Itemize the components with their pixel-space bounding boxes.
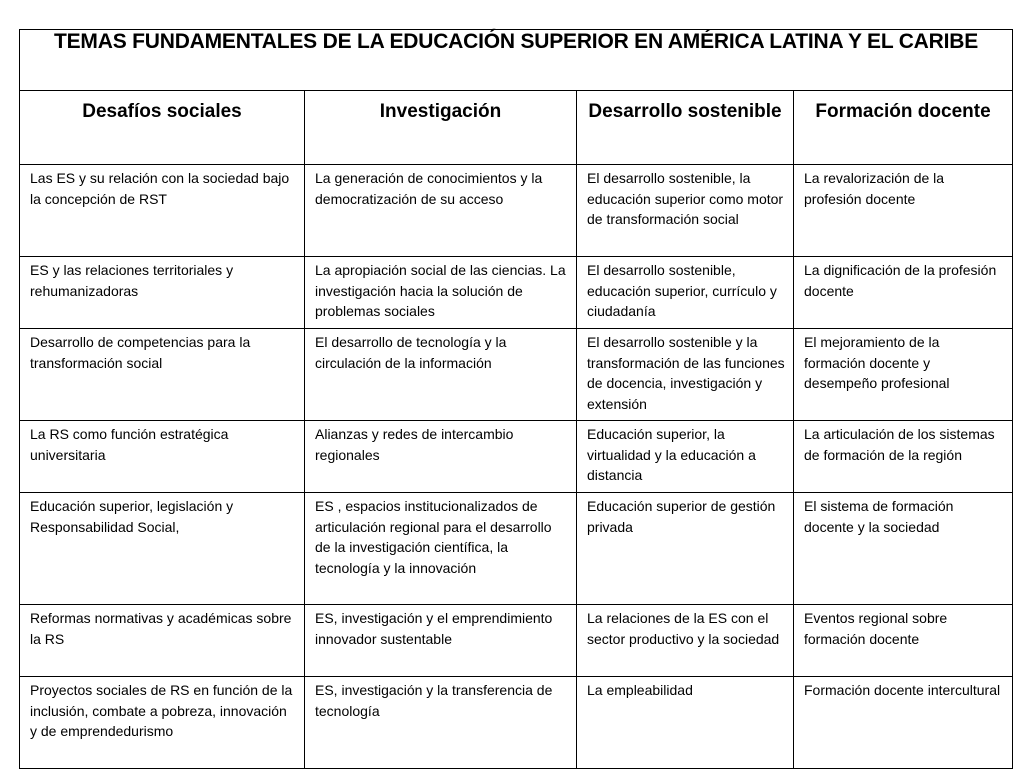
table-row [20,165,1013,257]
table-cell: El desarrollo sostenible y la transformación de las funciones de docencia, investigación y extensión [577,329,794,421]
table-cell: El desarrollo sostenible, la educación superior como motor de transformación social [577,165,794,257]
table-cell: ES , espacios institucionalizados de articulación regional para el desarrollo de la investigación científica, la tecnología y la innovación [305,493,577,605]
table-row [20,605,1013,677]
table-cell: La apropiación social de las ciencias. La investigación hacia la solución de problemas sociales [305,257,577,329]
table-cell: ES, investigación y el emprendimiento innovador sustentable [305,605,577,677]
table-cell: La empleabilidad [577,677,794,769]
table-cell: La revalorización de la profesión docente [794,165,1013,257]
table-row [20,421,1013,493]
table-row [20,257,1013,329]
title-row [20,30,1013,91]
header-row [20,91,1013,165]
table-cell: El desarrollo de tecnología y la circulación de la información [305,329,577,421]
table-cell: Proyectos sociales de RS en función de la inclusión, combate a pobreza, innovación y de emprendedurismo [20,677,305,769]
table-cell: ES, investigación y la transferencia de tecnología [305,677,577,769]
column-header-investigacion: Investigación [305,91,577,165]
table-cell: Las ES y su relación con la sociedad bajo la concepción de RST [20,165,305,257]
table-cell: Educación superior de gestión privada [577,493,794,605]
table-cell: La RS como función estratégica universitaria [20,421,305,493]
table-cell: Reformas normativas y académicas sobre la RS [20,605,305,677]
table-cell: El desarrollo sostenible, educación superior, currículo y ciudadanía [577,257,794,329]
table-cell: Desarrollo de competencias para la transformación social [20,329,305,421]
table-cell: Educación superior, legislación y Responsabilidad Social, [20,493,305,605]
column-header-desarrollo-sostenible: Desarrollo sostenible [577,91,794,165]
table-cell: La generación de conocimientos y la democratización de su acceso [305,165,577,257]
table-cell: El sistema de formación docente y la sociedad [794,493,1013,605]
themes-table [19,29,1013,769]
table-cell: Alianzas y redes de intercambio regionales [305,421,577,493]
column-header-desafios-sociales: Desafíos sociales [20,91,305,165]
table-cell: La relaciones de la ES con el sector productivo y la sociedad [577,605,794,677]
table-cell: El mejoramiento de la formación docente y desempeño profesional [794,329,1013,421]
table-row [20,677,1013,769]
table-cell: La articulación de los sistemas de formación de la región [794,421,1013,493]
table-row [20,329,1013,421]
table-cell: Eventos regional sobre formación docente [794,605,1013,677]
table-row [20,493,1013,605]
table-cell: ES y las relaciones territoriales y rehumanizadoras [20,257,305,329]
column-header-formacion-docente: Formación docente [794,91,1013,165]
table-cell: Educación superior, la virtualidad y la educación a distancia [577,421,794,493]
table-title: TEMAS FUNDAMENTALES DE LA EDUCACIÓN SUPERIOR EN AMÉRICA LATINA Y EL CARIBE [20,30,1013,91]
table-cell: Formación docente intercultural [794,677,1013,769]
table-cell: La dignificación de la profesión docente [794,257,1013,329]
